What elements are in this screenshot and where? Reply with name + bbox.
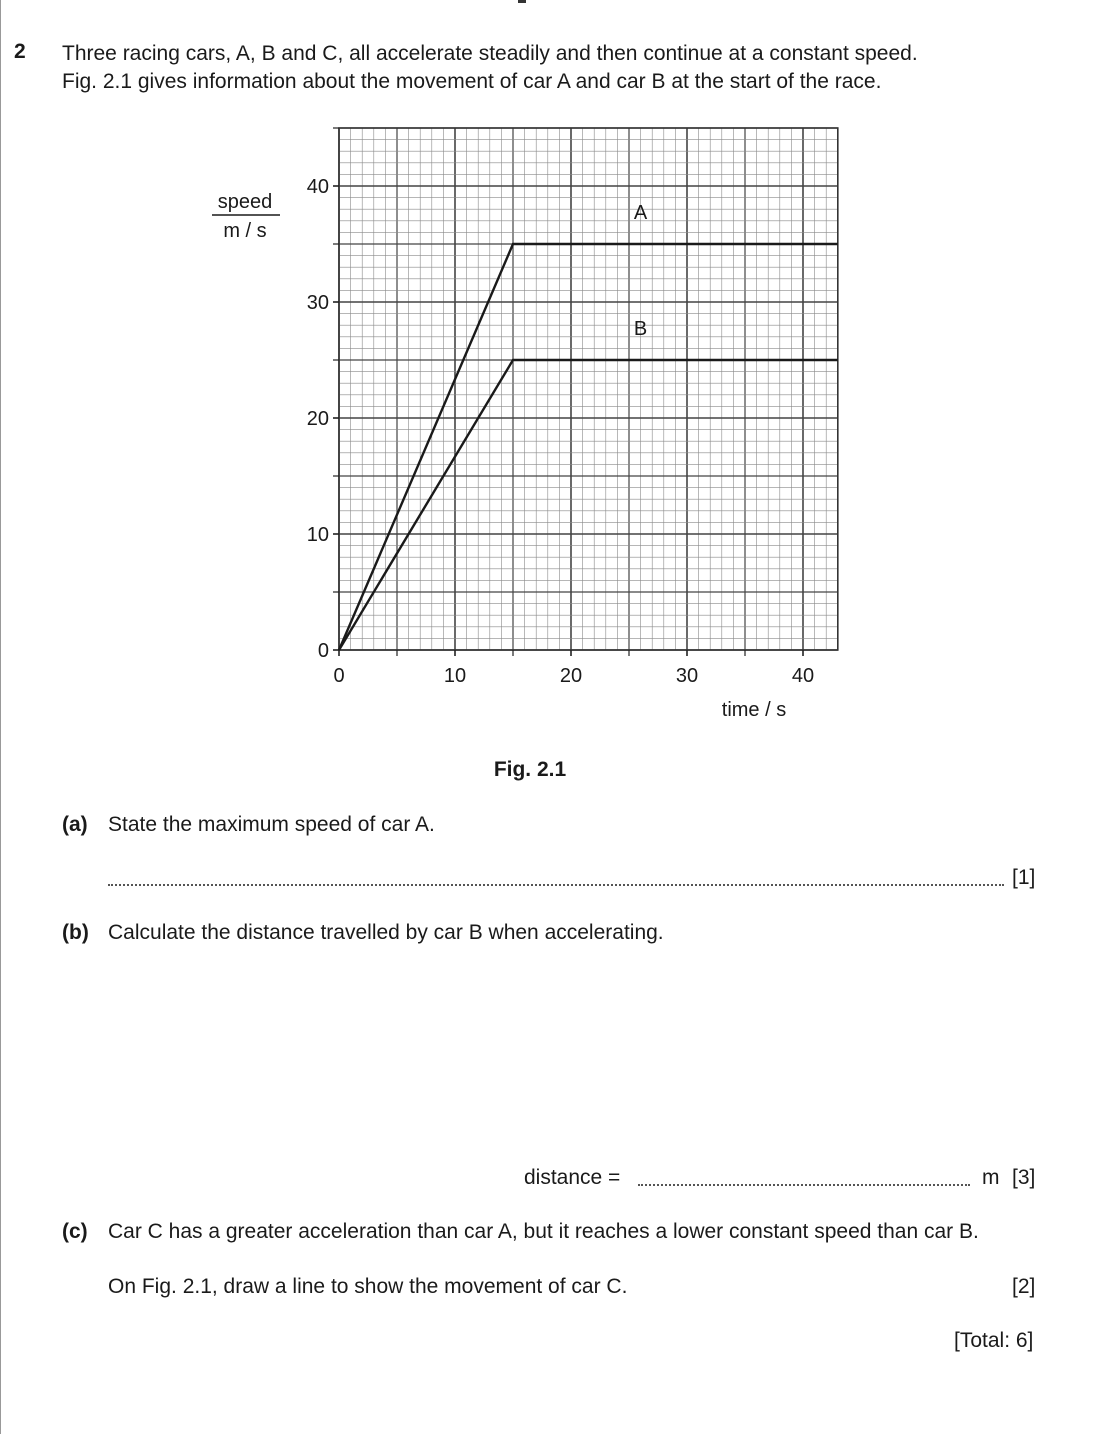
part-b-unit: m [982,1166,1000,1189]
y-tick-label: 20 [306,408,329,430]
part-c-text: Car C has a greater acceleration than car A, but it reaches a lower constant speed than car B. [108,1220,979,1243]
y-tick-label: 10 [306,524,329,546]
series-label-b: B [633,317,648,340]
figure-caption: Fig. 2.1 [493,758,567,781]
x-tick-label: 10 [443,665,467,687]
labels-group [634,202,648,340]
part-c-instruction: On Fig. 2.1, draw a line to show the movement of car C. [108,1275,628,1298]
y-tick-label: 0 [317,640,329,662]
part-b-answer-field[interactable] [638,1166,970,1191]
x-axis-label: time / s [721,699,787,721]
part-b-text: Calculate the distance travelled by car B when accelerating. [108,921,664,944]
part-a-text: State the maximum speed of car A. [108,813,435,836]
x-tick-label: 20 [559,665,583,687]
y-tick-label: 30 [306,292,329,314]
intro-line-1: Three racing cars, A, B and C, all accelerate steadily and then continue at a constant speed. [62,42,918,65]
series-line-b [339,360,838,650]
part-b-label: (b) [62,921,89,944]
series-line-a [339,244,838,650]
grid-group [339,128,838,650]
total-marks: [Total: 6] [954,1329,1034,1352]
series-group [339,244,838,650]
page-number-fragment [518,0,526,3]
x-tick-label: 30 [675,665,699,687]
x-tick-label: 0 [333,665,345,687]
part-b-marks: [3] [1012,1166,1036,1189]
intro-line-2: Fig. 2.1 gives information about the movement of car A and car B at the start of the race. [62,70,882,93]
y-axis-label-numerator: speed [217,191,273,213]
part-a-answer-line[interactable] [108,866,1004,891]
plot-border [339,128,838,650]
question-intro [62,40,1042,96]
y-axis-label-denominator: m / s [223,220,267,242]
speed-time-chart [0,110,1098,730]
y-tick-label: 40 [306,176,329,198]
question-number: 2 [14,40,26,63]
part-a-marks: [1] [1012,866,1036,889]
part-b-answer-prefix: distance = [524,1166,621,1189]
series-label-a: A [633,201,648,224]
answer-dots[interactable] [638,1166,970,1186]
answer-dots[interactable] [108,866,1004,886]
part-c-marks: [2] [1012,1275,1036,1298]
part-a-label: (a) [62,813,88,836]
axis-group [212,128,838,721]
part-c-label: (c) [62,1220,88,1243]
x-tick-label: 40 [791,665,815,687]
